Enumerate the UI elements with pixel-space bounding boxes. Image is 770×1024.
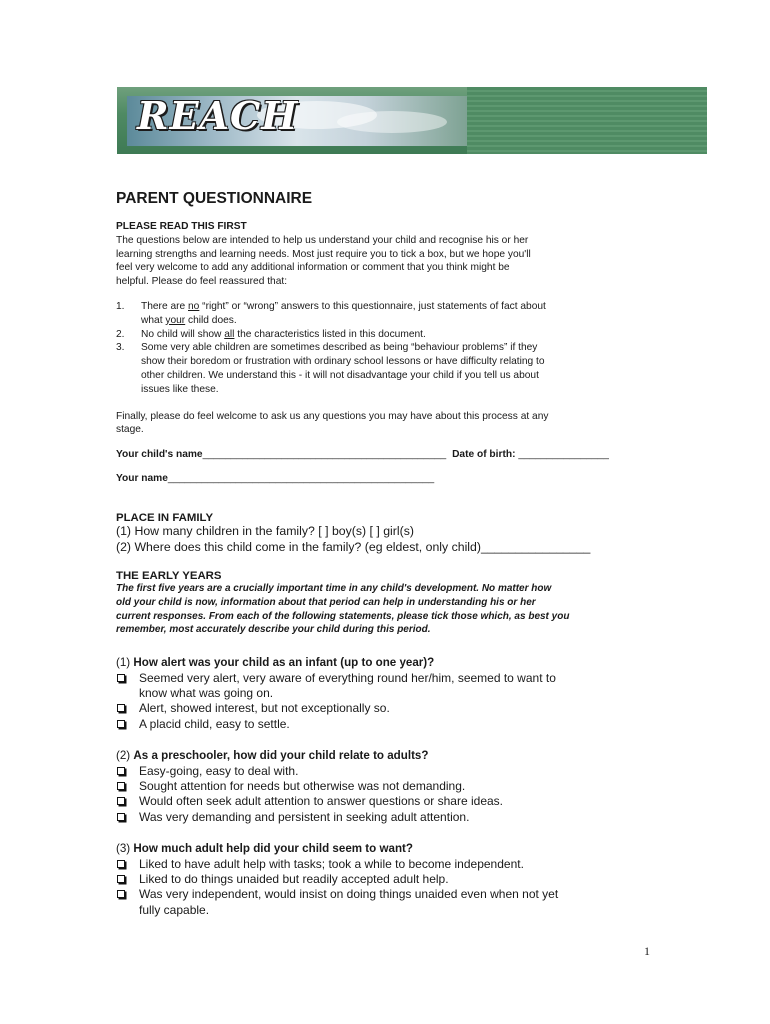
your-name-input-line[interactable]: _______________________________________________ bbox=[167, 473, 435, 485]
text-line: Finally, please do feel welcome to ask us any questions you may have about this process at any bbox=[116, 410, 549, 422]
text-line: learning strengths and learning needs. Most just require you to tick a box, but we hope you'll bbox=[116, 248, 531, 260]
option-text: A placid child, easy to settle. bbox=[139, 716, 290, 731]
text-line: current responses. From each of the following statements, please tick those which, as best you bbox=[116, 610, 570, 622]
place-in-family-heading: PLACE IN FAMILY bbox=[116, 512, 214, 525]
page-number: 1 bbox=[644, 944, 650, 958]
list-number: 3. bbox=[116, 342, 125, 354]
text-line: The questions below are intended to help us understand your child and recognise his or her bbox=[116, 234, 529, 246]
text-line: issues like these. bbox=[141, 383, 219, 395]
underlined-word: all bbox=[224, 328, 235, 340]
option-text: Sought attention for needs but otherwise was not demanding. bbox=[139, 779, 466, 793]
checkbox-option[interactable] bbox=[116, 717, 661, 732]
checkbox-option[interactable] bbox=[116, 794, 661, 809]
checkbox-icon[interactable] bbox=[117, 704, 125, 712]
read-first-heading: PLEASE READ THIS FIRST bbox=[116, 221, 247, 232]
question-text[interactable]: How many children in the family? [ ] boy(s) [ ] girl(s) bbox=[134, 524, 414, 539]
checkbox-icon[interactable] bbox=[117, 813, 125, 821]
question-number: (3) bbox=[116, 842, 131, 856]
option-text: Was very demanding and persistent in seeking adult attention. bbox=[139, 809, 470, 824]
list-item bbox=[116, 328, 661, 342]
question-2-options bbox=[116, 764, 661, 826]
option-text: fully capable. bbox=[139, 902, 210, 917]
checkbox-icon[interactable] bbox=[117, 797, 125, 805]
checkbox-icon[interactable] bbox=[117, 890, 125, 898]
text-line: remember, most accurately describe your child during this period. bbox=[116, 624, 431, 636]
checkbox-option[interactable] bbox=[116, 671, 661, 702]
child-name-field[interactable] bbox=[116, 449, 661, 460]
list-number: 2. bbox=[116, 328, 125, 340]
question-1-options bbox=[116, 671, 661, 733]
checkbox-option[interactable] bbox=[116, 810, 661, 825]
question-number: (1) bbox=[116, 656, 131, 670]
text-line: other children. We understand this - it will not disadvantage your child if you tell us about bbox=[141, 369, 539, 381]
field-label: Date of birth: bbox=[452, 449, 516, 461]
reassurance-list bbox=[116, 300, 661, 397]
text-line: helpful. Please do feel reassured that: bbox=[116, 276, 288, 288]
list-number: 1. bbox=[116, 300, 125, 312]
checkbox-icon[interactable] bbox=[117, 875, 125, 883]
finally-text bbox=[116, 410, 661, 438]
option-text: Easy-going, easy to deal with. bbox=[139, 763, 299, 778]
checkbox-icon[interactable] bbox=[117, 860, 125, 868]
checkbox-option[interactable] bbox=[116, 872, 661, 887]
question-number: (1) bbox=[116, 524, 132, 539]
checkbox-option[interactable] bbox=[116, 779, 661, 794]
question-number: (2) bbox=[116, 749, 131, 763]
checkbox-icon[interactable] bbox=[117, 782, 125, 790]
question-text: How much adult help did your child seem to want? bbox=[133, 842, 413, 856]
read-first-text bbox=[116, 234, 661, 289]
text-line: old your child is now, information about that period can help in understanding his or her bbox=[116, 596, 536, 608]
option-text: know what was going on. bbox=[139, 685, 274, 700]
question-number: (2) bbox=[116, 539, 132, 554]
early-years-heading: THE EARLY YEARS bbox=[116, 569, 222, 582]
question-text: As a preschooler, how did your child relate to adults? bbox=[133, 749, 429, 763]
text-segment: the characteristics listed in this document. bbox=[234, 328, 426, 340]
your-name-field[interactable] bbox=[116, 473, 661, 484]
option-text: Liked to have adult help with tasks; took a while to become independent. bbox=[139, 856, 524, 871]
field-label: Your name bbox=[116, 473, 168, 485]
cloud-shape bbox=[337, 111, 447, 133]
option-text: Was very independent, would insist on doing things unaided even when not yet bbox=[139, 887, 559, 902]
dob-input-line[interactable]: ________________ bbox=[518, 449, 609, 461]
text-segment: No child will show bbox=[141, 328, 225, 340]
question-text[interactable]: Where does this child come in the family? (eg eldest, only child)________________ bbox=[134, 539, 591, 554]
family-question-2 bbox=[116, 540, 661, 555]
text-line: feel very welcome to add any additional information or comment that you think might be bbox=[116, 262, 510, 274]
field-label: Your child's name bbox=[116, 449, 203, 461]
question-text: How alert was your child as an infant (up to one year)? bbox=[133, 656, 435, 670]
option-text: Seemed very alert, very aware of everything round her/him, seemed to want to bbox=[139, 670, 556, 685]
checkbox-icon[interactable] bbox=[117, 674, 125, 682]
child-name-input-line[interactable]: ___________________________________________ bbox=[202, 449, 447, 461]
reach-logo: REACH bbox=[137, 93, 299, 138]
question-1 bbox=[116, 655, 661, 670]
text-segment: child does. bbox=[185, 314, 237, 326]
option-text: Would often seek adult attention to answer questions or share ideas. bbox=[139, 794, 504, 809]
text-line: show their boredom or frustration with ordinary school lessons or have difficulty relating to bbox=[141, 356, 545, 368]
question-2 bbox=[116, 748, 661, 763]
question-3-options bbox=[116, 857, 661, 919]
early-years-intro bbox=[116, 582, 661, 637]
text-line: The first five years are a crucially important time in any child's development. No matter how bbox=[116, 582, 552, 594]
question-3 bbox=[116, 841, 661, 856]
list-item bbox=[116, 300, 661, 328]
header-banner bbox=[117, 87, 707, 154]
text-line: stage. bbox=[116, 424, 144, 436]
checkbox-option[interactable] bbox=[116, 857, 661, 872]
checkbox-icon[interactable] bbox=[117, 720, 125, 728]
banner-stripes bbox=[467, 87, 707, 154]
text-line: Some very able children are sometimes described as being “behaviour problems” if they bbox=[141, 342, 538, 354]
checkbox-option[interactable] bbox=[116, 701, 661, 716]
page-title: PARENT QUESTIONNAIRE bbox=[116, 190, 313, 207]
text-segment: “right” or “wrong” answers to this questionnaire, just statements of fact about bbox=[199, 300, 546, 312]
checkbox-option[interactable] bbox=[116, 764, 661, 779]
underlined-word: no bbox=[188, 300, 200, 312]
option-text: Liked to do things unaided but readily accepted adult help. bbox=[139, 872, 449, 887]
document-body bbox=[116, 190, 661, 918]
family-question-1 bbox=[116, 524, 661, 539]
text-segment: There are bbox=[141, 300, 188, 312]
underlined-word: your bbox=[165, 314, 186, 326]
option-text: Alert, showed interest, but not exceptionally so. bbox=[139, 701, 390, 716]
text-segment: what bbox=[141, 314, 166, 326]
list-item bbox=[116, 341, 661, 396]
checkbox-option[interactable] bbox=[116, 887, 661, 918]
checkbox-icon[interactable] bbox=[117, 767, 125, 775]
